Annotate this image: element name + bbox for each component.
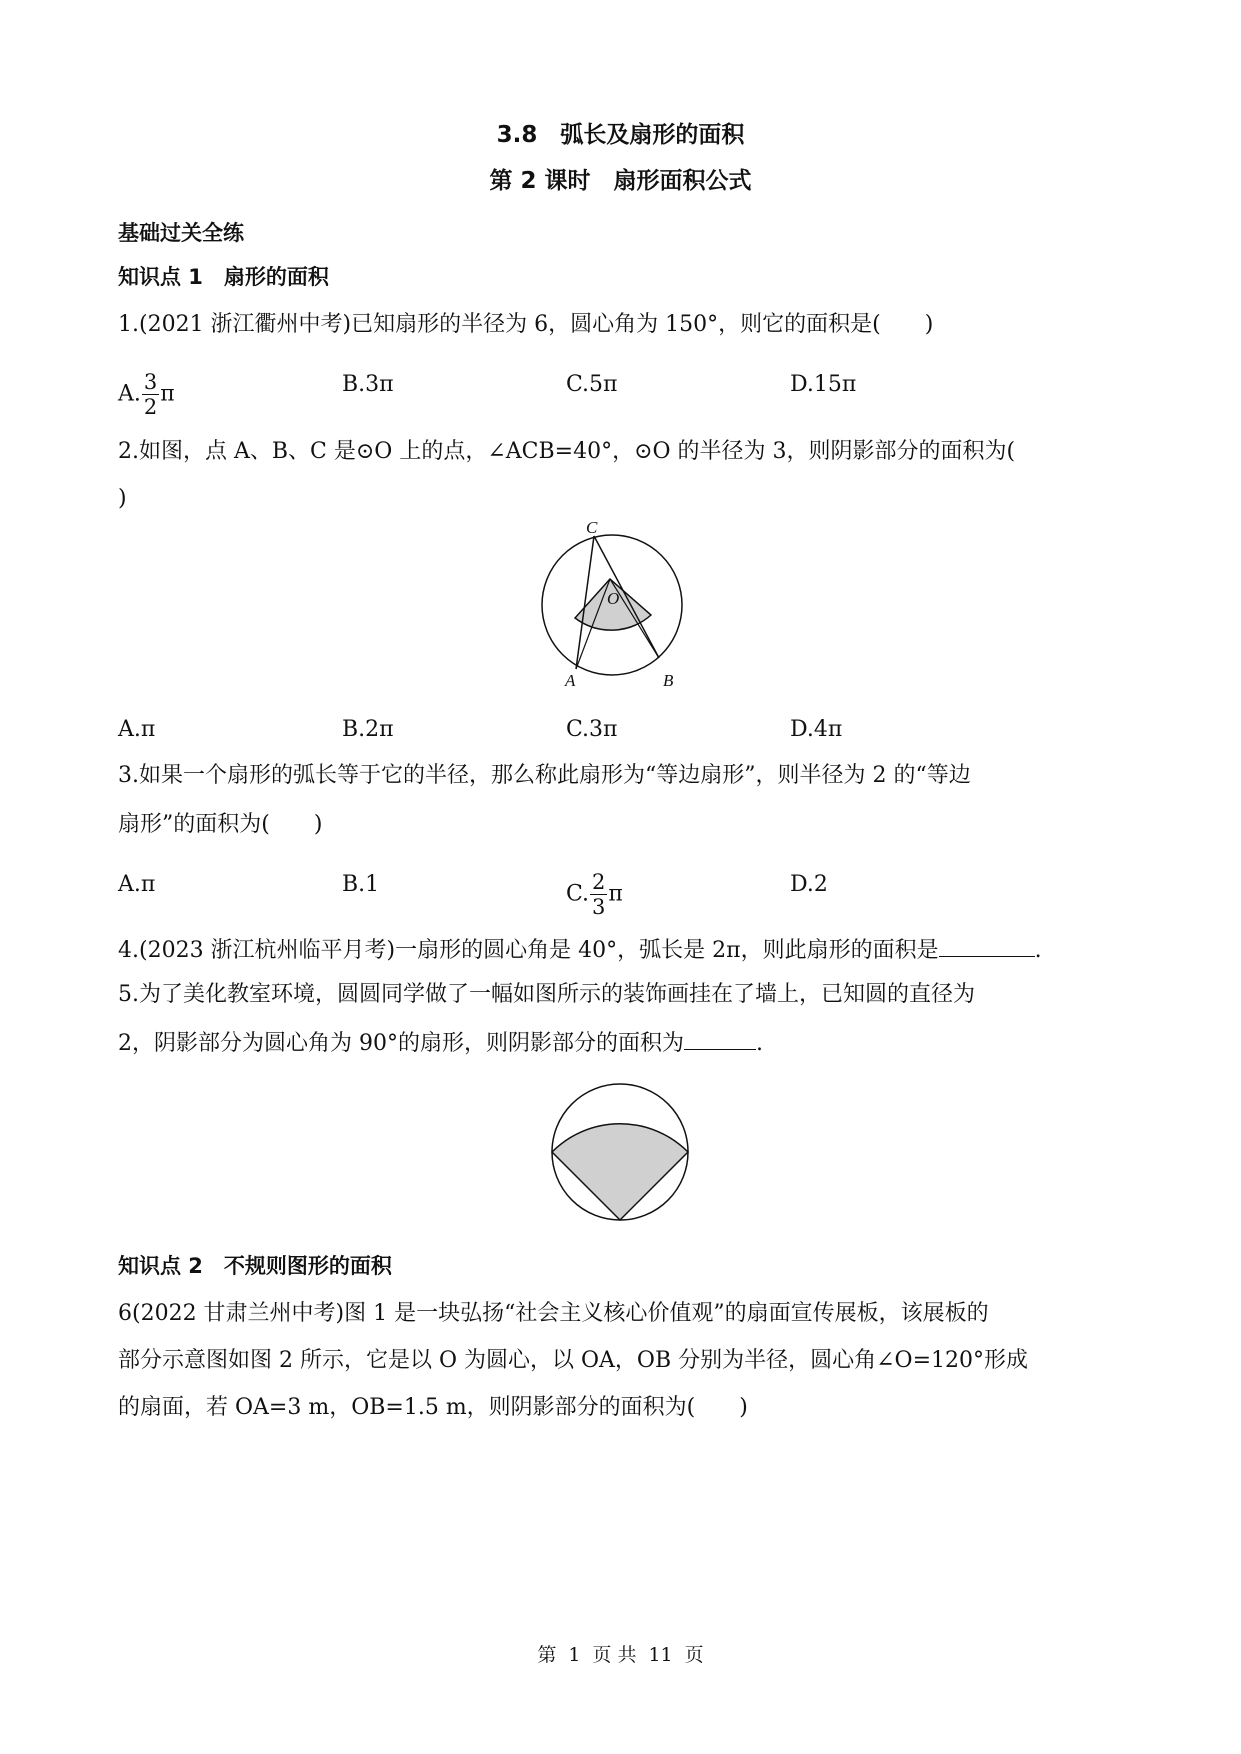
total-pages: 11 bbox=[648, 1644, 673, 1666]
question-4-end: . bbox=[1034, 938, 1042, 963]
question-1-option-b: B.3π bbox=[342, 372, 394, 397]
question-1-option-a bbox=[118, 370, 175, 419]
question-5-end: . bbox=[756, 1031, 763, 1056]
knowledge-point-2-heading: 知识点 2 不规则图形的面积 bbox=[118, 1254, 392, 1278]
question-3-stem-line-1: 3.如果一个扇形的弧长等于它的半径，那么称此扇形为“等边扇形”，则半径为 2 的“等边 bbox=[118, 763, 971, 788]
option-a-fraction bbox=[142, 370, 159, 419]
question-1-option-c: C.5π bbox=[566, 372, 618, 397]
question-3-option-b: B.1 bbox=[342, 872, 380, 897]
fraction-numerator: 2 bbox=[592, 870, 606, 894]
option-c-prefix: C. bbox=[566, 881, 590, 907]
question-5-figure bbox=[540, 1072, 700, 1232]
page-number: 1 bbox=[568, 1644, 581, 1666]
option-c-suffix: π bbox=[608, 881, 623, 907]
question-6-stem-line-1: 6(2022 甘肃兰州中考)图 1 是一块弘扬“社会主义核心价值观”的扇面宣传展板，该展板的 bbox=[118, 1301, 989, 1326]
fraction-denominator: 2 bbox=[143, 395, 158, 419]
label-a: A bbox=[565, 671, 576, 690]
question-5-stem-line-2: 2，阴影部分为圆心角为 90°的扇形，则阴影部分的面积为 bbox=[118, 1031, 684, 1056]
question-1-option-d: D.15π bbox=[790, 372, 857, 397]
question-4-stem: 4.(2023 浙江杭州临平月考)一扇形的圆心角是 40°，弧长是 2π，则此扇形的面积是 bbox=[118, 938, 939, 963]
option-c-fraction bbox=[590, 870, 607, 919]
question-6-stem-line-3: 的扇面，若 OA=3 m，OB=1.5 m，则阴影部分的面积为( ) bbox=[118, 1395, 748, 1420]
option-a-suffix: π bbox=[160, 381, 175, 407]
label-c: C bbox=[586, 520, 598, 537]
part-heading: 基础过关全练 bbox=[118, 221, 244, 245]
answer-blank[interactable] bbox=[939, 934, 1035, 957]
knowledge-point-1-heading: 知识点 1 扇形的面积 bbox=[118, 265, 329, 289]
fraction-numerator: 3 bbox=[143, 370, 158, 394]
question-2-stem-line-1: 2.如图，点 A、B、C 是⊙O 上的点，∠ACB=40°，⊙O 的半径为 3，则阴影部分的面积为( bbox=[118, 439, 1016, 464]
question-2-option-b: B.2π bbox=[342, 717, 394, 742]
question-6-stem-line-2: 部分示意图如图 2 所示，它是以 O 为圆心，以 OA，OB 分别为半径，圆心角∠O=120°形成 bbox=[118, 1348, 1029, 1373]
question-3-stem-line-2: 扇形”的面积为( ) bbox=[118, 812, 323, 837]
question-1-stem: 1.(2021 浙江衢州中考)已知扇形的半径为 6，圆心角为 150°，则它的面积是( ) bbox=[118, 312, 934, 337]
question-3-option-c bbox=[566, 870, 623, 919]
question-2-option-d: D.4π bbox=[790, 717, 843, 742]
option-a-prefix: A. bbox=[118, 381, 141, 407]
question-5-stem-line-1: 5.为了美化教室环境，圆圆同学做了一幅如图所示的装饰画挂在了墙上，已知圆的直径为 bbox=[118, 982, 975, 1007]
question-3-option-a: A.π bbox=[118, 872, 156, 897]
label-o: O bbox=[607, 589, 620, 608]
footer-prefix: 第 bbox=[537, 1644, 557, 1666]
answer-blank[interactable] bbox=[684, 1027, 756, 1050]
question-2-figure bbox=[530, 520, 710, 690]
section-title: 3.8 弧长及扇形的面积 bbox=[496, 122, 745, 148]
shaded-sector bbox=[552, 1124, 688, 1220]
fraction-denominator: 3 bbox=[592, 895, 606, 919]
footer-mid: 页 共 bbox=[592, 1644, 637, 1666]
question-2-option-c: C.3π bbox=[566, 717, 618, 742]
question-5-line-2 bbox=[118, 1027, 763, 1059]
question-2-stem-line-2: ) bbox=[118, 486, 127, 511]
label-b: B bbox=[663, 671, 674, 690]
question-3-option-d: D.2 bbox=[790, 872, 828, 897]
page-footer bbox=[0, 1640, 1241, 1667]
question-4-line bbox=[118, 934, 1042, 966]
question-2-option-a: A.π bbox=[118, 717, 156, 742]
footer-suffix: 页 bbox=[684, 1644, 704, 1666]
lesson-title: 第 2 课时 扇形面积公式 bbox=[489, 168, 752, 194]
